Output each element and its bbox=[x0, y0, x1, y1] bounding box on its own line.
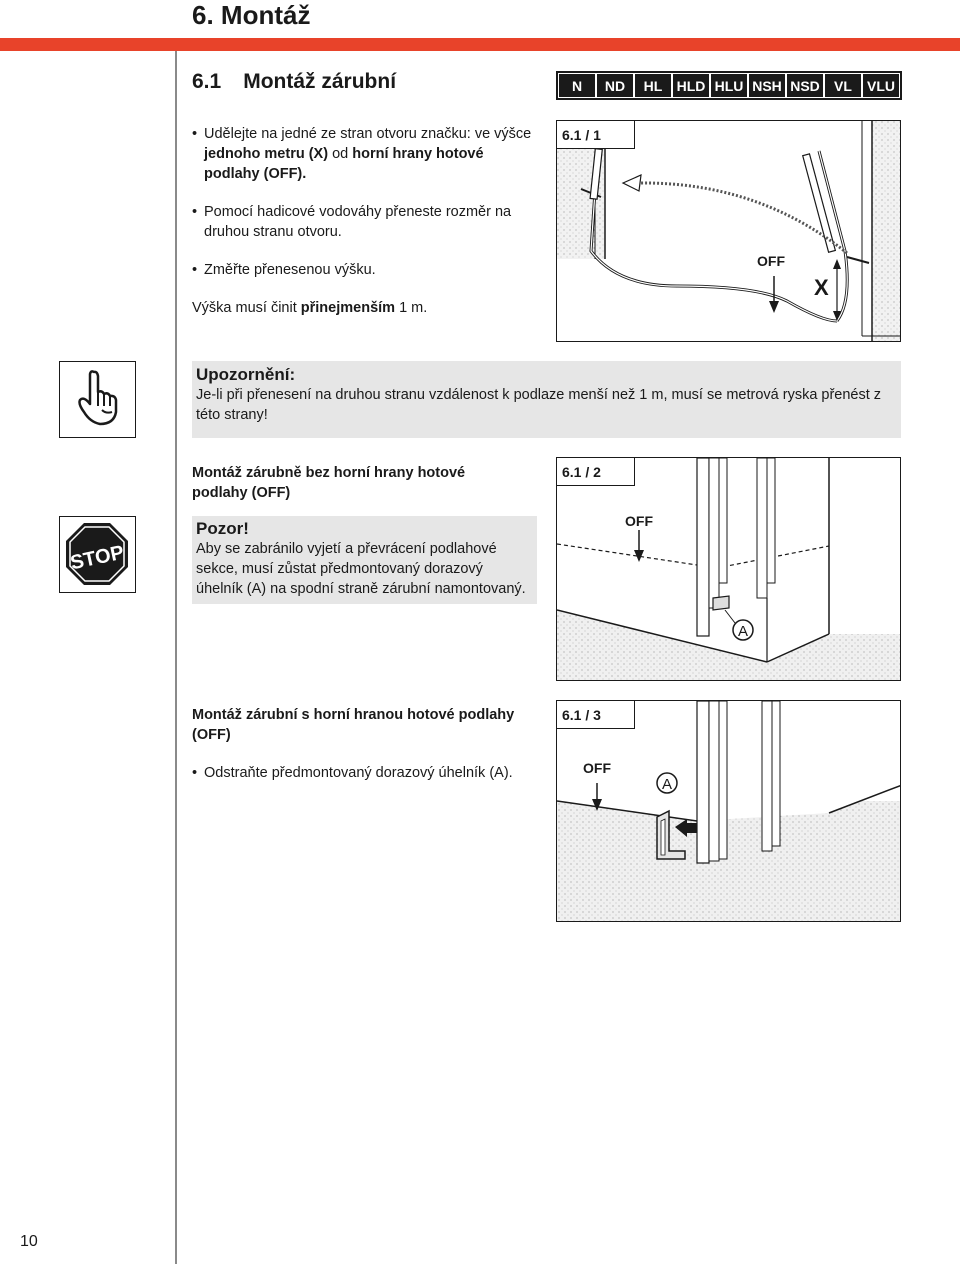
header-red-bar bbox=[0, 38, 960, 51]
variant-code: HL bbox=[634, 73, 672, 98]
variant-code: VL bbox=[824, 73, 862, 98]
figure-label: 6.1 / 1 bbox=[557, 121, 635, 149]
callout-a: A bbox=[661, 776, 673, 793]
chapter-title: 6. Montáž bbox=[192, 0, 311, 30]
note-text: Je-li při přenesení na druhou stranu vzdálenost k podlaze menší než 1 m, musí se metrová ryska přenést z této strany! bbox=[196, 387, 882, 423]
section-title bbox=[192, 70, 396, 94]
bullet-transfer: • Pomocí hadicové vodováhy přeneste rozměr na druhou stranu otvoru. bbox=[192, 202, 512, 242]
subheading-with-off: Montáž zárubní s horní hranou hotové podlahy (OFF) bbox=[192, 707, 515, 743]
figure-label: 6.1 / 3 bbox=[557, 701, 635, 729]
pointing-hand-icon bbox=[60, 362, 134, 436]
off-label: OFF bbox=[583, 760, 611, 776]
callout-a: A bbox=[737, 623, 749, 640]
variant-code: N bbox=[558, 73, 596, 98]
note-title: Upozornění: bbox=[196, 365, 296, 384]
bullet-remove-angle: • Odstraňte předmontovaný dorazový úhelník (A). bbox=[192, 763, 513, 783]
variant-code: HLD bbox=[672, 73, 710, 98]
stop-icon-box bbox=[59, 516, 136, 593]
section-title-text: Montáž zárubní bbox=[243, 70, 397, 93]
stop-sign-icon bbox=[60, 517, 134, 591]
frame-with-angle-illustration bbox=[557, 458, 901, 681]
height-requirement: Výška musí činit přinejmenším 1 m. bbox=[192, 300, 428, 316]
variant-code: NSH bbox=[748, 73, 786, 98]
off-label: OFF bbox=[625, 513, 653, 529]
figure-6-1-2 bbox=[556, 457, 901, 681]
bullet-mark-height: • Udělejte na jedné ze stran otvoru značku: ve výšce jednoho metru (X) od horní hrany hotové podlahy (OFF). bbox=[192, 124, 542, 184]
svg-text:STOP: STOP bbox=[68, 541, 126, 575]
warning-box bbox=[192, 516, 537, 604]
variant-code: NSD bbox=[786, 73, 824, 98]
variant-code: VLU bbox=[862, 73, 900, 98]
bullet-measure: • Změřte přenesenou výšku. bbox=[192, 260, 542, 280]
margin-rule bbox=[175, 51, 177, 1264]
attention-icon-box bbox=[59, 361, 136, 438]
variant-code: HLU bbox=[710, 73, 748, 98]
warning-text: Aby se zabránilo vyjetí a převrácení podlahové sekce, musí zůstat předmontovaný dorazový úhelník (A) na spodní straně zárubní namontovaný. bbox=[196, 541, 526, 597]
level-transfer-illustration bbox=[557, 121, 901, 342]
section-number: 6.1 bbox=[192, 70, 222, 93]
x-label: X bbox=[814, 275, 829, 300]
off-label: OFF bbox=[757, 253, 785, 269]
figure-6-1-3 bbox=[556, 700, 901, 922]
variant-codes bbox=[556, 71, 902, 100]
page-number: 10 bbox=[20, 1233, 38, 1250]
remove-angle-illustration bbox=[557, 701, 901, 922]
subheading-without-off: Montáž zárubně bez horní hrany hotové podlahy (OFF) bbox=[192, 465, 466, 501]
step1-bullets bbox=[192, 124, 542, 318]
figure-6-1-1 bbox=[556, 120, 901, 342]
variant-code: ND bbox=[596, 73, 634, 98]
step3-bullets bbox=[192, 763, 513, 783]
figure-label: 6.1 / 2 bbox=[557, 458, 635, 486]
warning-title: Pozor! bbox=[196, 519, 249, 538]
attention-note bbox=[192, 361, 901, 438]
